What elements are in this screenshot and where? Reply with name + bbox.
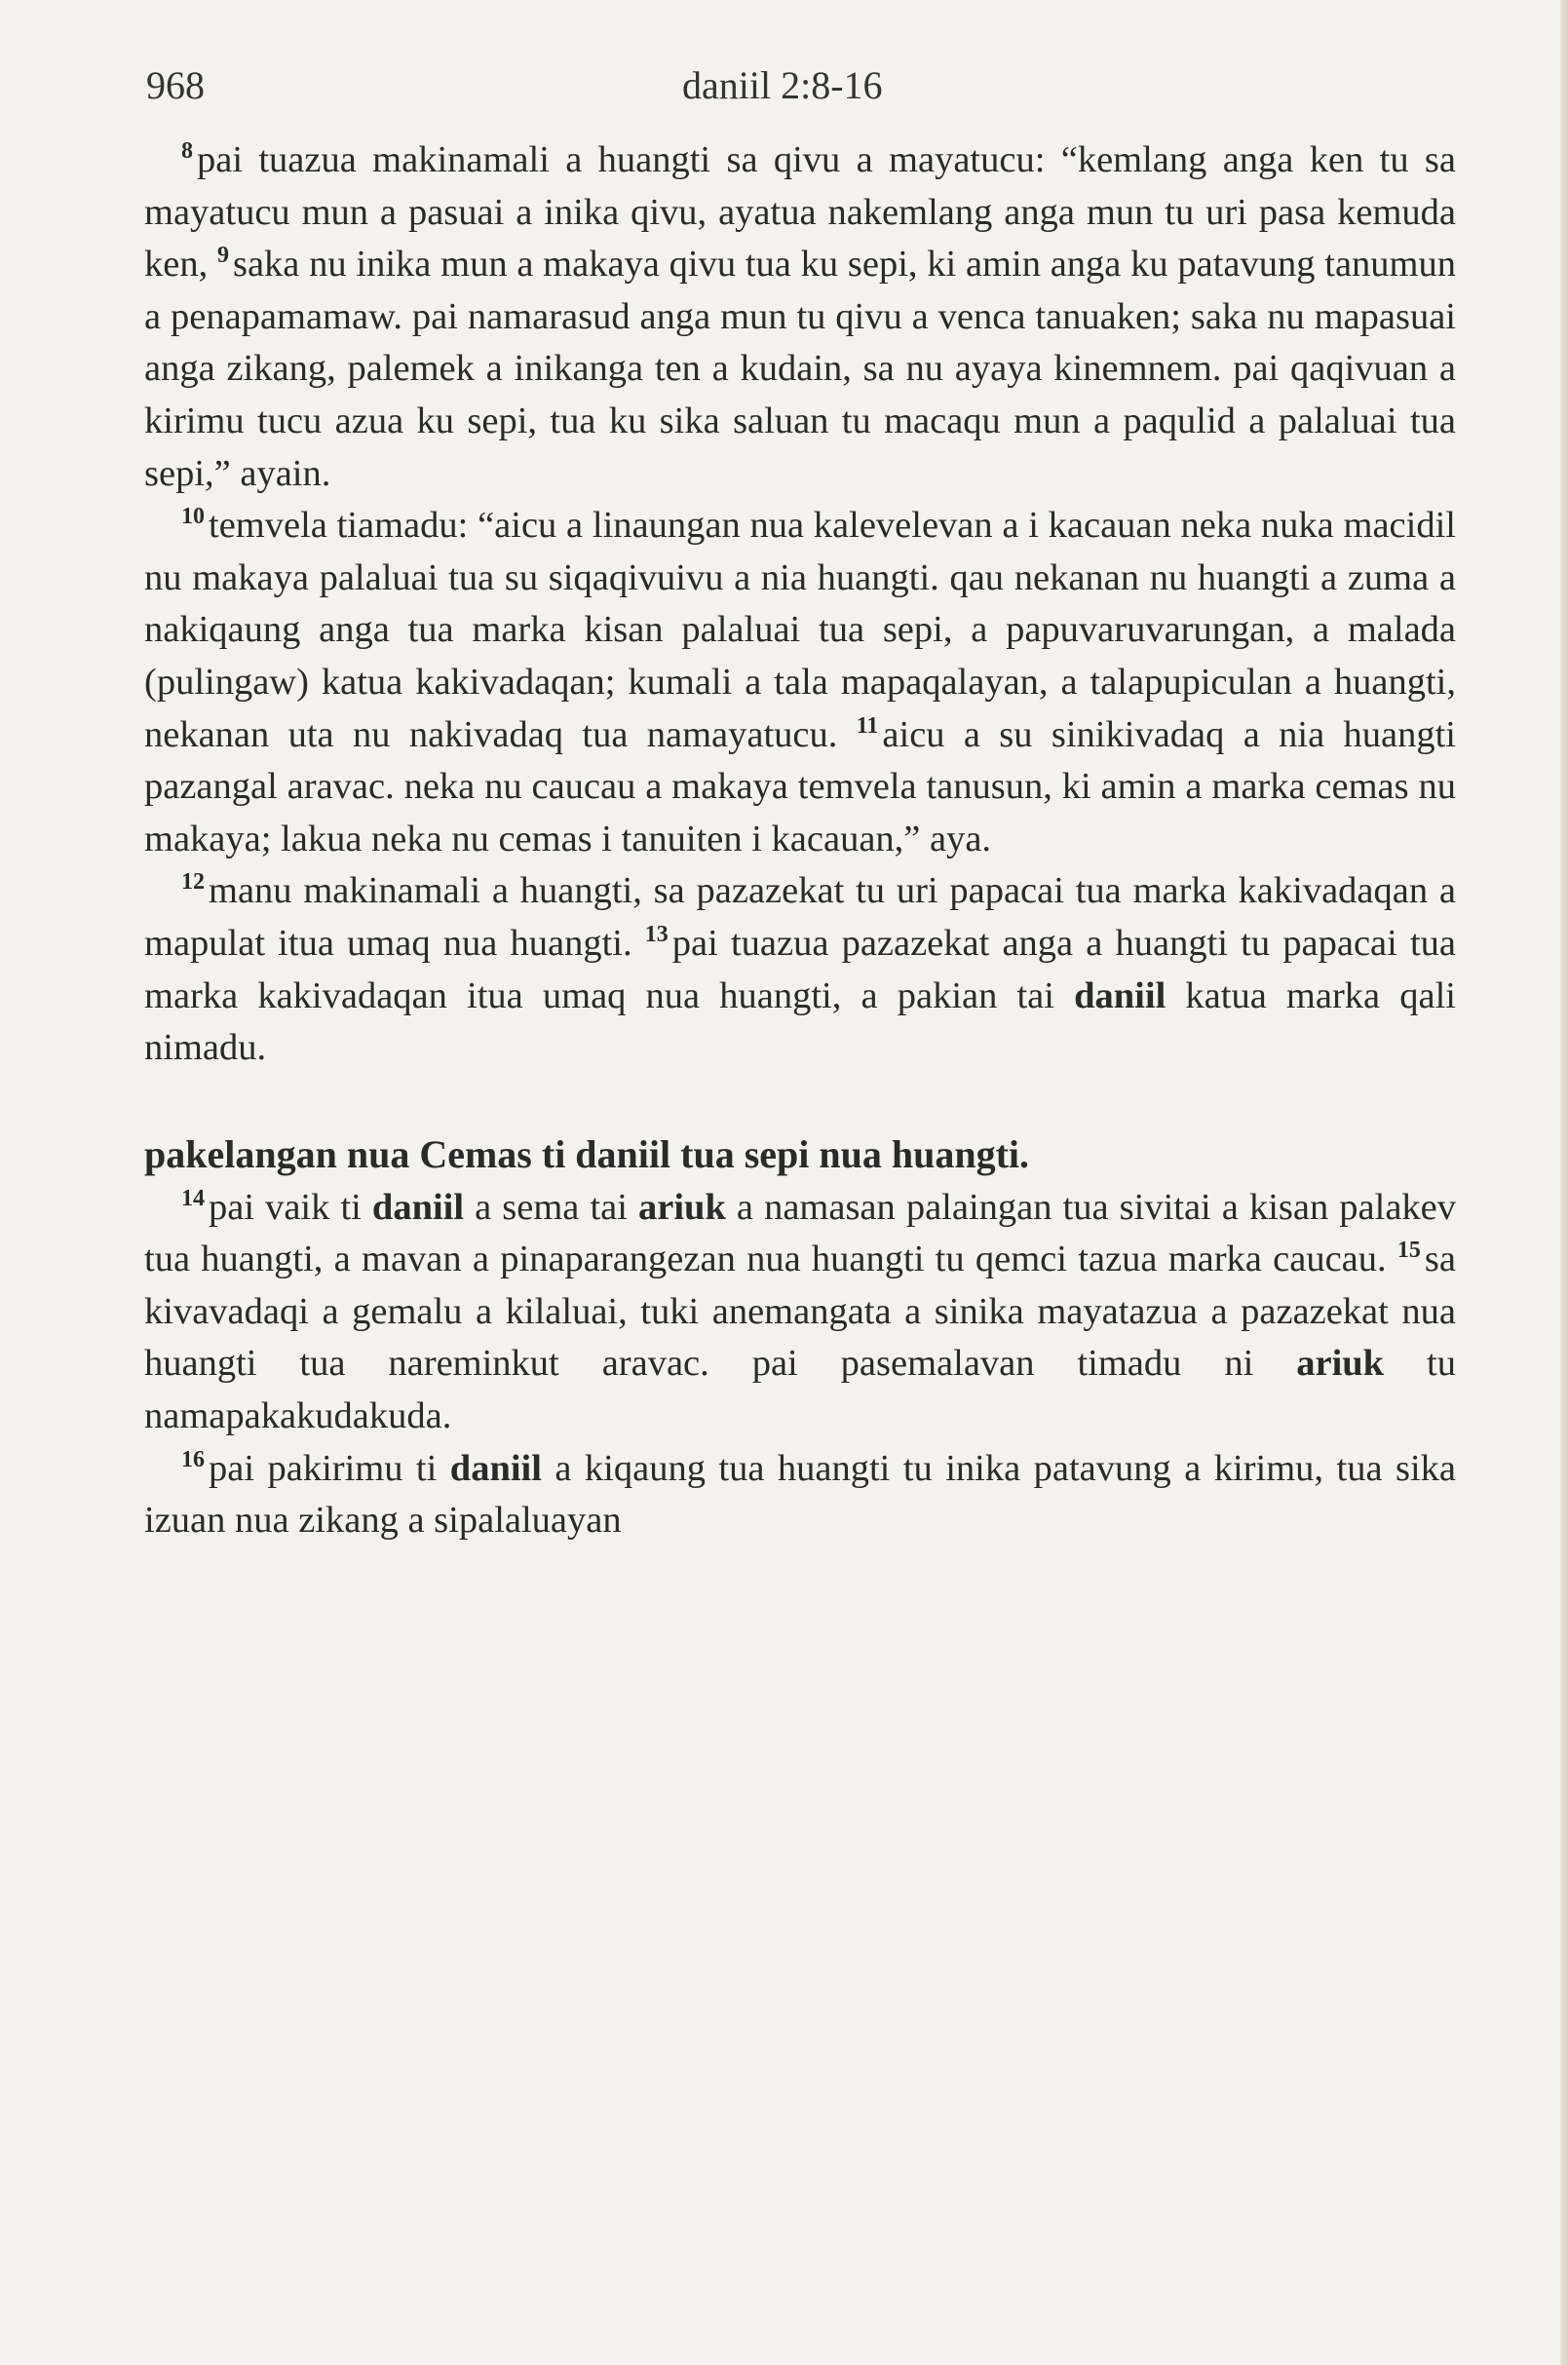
running-head: [146, 57, 1452, 115]
verse-number: 15: [1396, 1238, 1421, 1264]
verse-text: saka nu inika mun a makaya qivu tua ku sepi, ki amin anga ku patavung tanumun a penapamamaw. pai namarasud anga mun tu qivu a venca tanuaken; saka nu mapasuai anga zikang, palemek a inikanga ten a kudain, sa nu ayaya kinemnem. pai qaqivuan a kirimu tucu azua ku sepi, tua ku sika saluan tu macaqu mun a paqulid a palaluai tua sepi,” ayain.: [144, 244, 1456, 494]
verse-text: manu makinamali a huangti, sa pazazekat tu uri papacai tua marka kakivadaqan a mapulat itua umaq nua huangti.: [144, 870, 1456, 964]
body-text: [144, 134, 1456, 1547]
paragraphs-before-heading: [144, 134, 1456, 1075]
verse-text: pai vaik ti: [209, 1186, 372, 1228]
paragraph: [144, 1443, 1456, 1547]
bold-name: daniil: [371, 1186, 465, 1228]
paragraph: [144, 865, 1456, 1074]
verse-text: pai tuazua pazazekat anga a huangti tu papacai tua marka kakivadaqan itua umaq nua huangti, a pakian tai: [144, 922, 1457, 1016]
verse-text: a sema tai: [464, 1186, 638, 1228]
verse-text: pai pakirimu ti: [209, 1447, 450, 1489]
paragraph: [144, 500, 1456, 865]
verse-number: 10: [181, 504, 205, 530]
verse-number: 13: [644, 921, 669, 947]
verse-number: 11: [856, 712, 879, 739]
verse-text: a namasan palaingan tua sivitai a kisan palakev tua huangti, a mavan a pinaparangezan nua huangti tu qemci tazua marka caucau.: [144, 1186, 1456, 1280]
verse-text: aicu a su sinikivadaq a nia huangti pazangal aravac. neka nu caucau a makaya temvela tanusun, ki amin a marka cemas nu makaya; lakua neka nu cemas i tanuiten i kacauan,” aya.: [144, 713, 1456, 859]
verse-number: 8: [181, 138, 193, 164]
paragraph: [144, 1182, 1456, 1443]
bold-name: daniil: [1074, 974, 1166, 1016]
verse-number: 14: [181, 1185, 205, 1211]
verse-text: katua marka qali nimadu.: [144, 974, 1456, 1069]
verse-number: 12: [181, 869, 205, 896]
verse-number: 9: [216, 243, 229, 269]
running-title: daniil 2:8-16: [682, 63, 883, 107]
verse-number: 16: [181, 1446, 205, 1472]
verse-text: tu namapakakudakuda.: [144, 1343, 1456, 1437]
bold-name: daniil: [449, 1447, 542, 1489]
bold-name: ariuk: [1296, 1343, 1385, 1385]
section-heading: pakelangan nua Cemas ti daniil tua sepi nua huangti.: [144, 1131, 1030, 1176]
verse-text: a kiqaung tua huangti tu inika patavung a kirimu, tua sika izuan nua zikang a sipalaluayan: [144, 1447, 1456, 1542]
page-number: 968: [146, 63, 205, 107]
verse-text: sa kivavadaqi a gemalu a kilaluai, tuki anemangata a sinika mayatazua a pazazekat nua huangti tua nareminkut aravac. pai pasemalavan timadu ni: [144, 1239, 1456, 1385]
verse-text: temvela tiamadu: “aicu a linaungan nua kalevelevan a i kacauan neka nuka macidil nu makaya palaluai tua su siqaqivuivu a nia huangti. qau nekanan nu huangti a zuma a nakiqaung anga tua marka kisan palaluai tua sepi, a papuvaruvarungan, a malada (pulingaw) katua kakivadaqan; kumali a tala mapaqalayan, a talapupiculan a huangti, nekanan uta nu nakivadaq tua namayatucu.: [144, 505, 1456, 755]
paragraph: [144, 134, 1456, 500]
bold-name: ariuk: [638, 1186, 726, 1228]
verse-text: pai tuazua makinamali a huangti sa qivu a mayatucu: “kemlang anga ken tu sa mayatucu mun a pasuai a inika qivu, ayatua nakemlang anga mun tu uri pasa kemuda ken,: [144, 139, 1456, 286]
paragraphs-after-heading: [144, 1182, 1456, 1547]
